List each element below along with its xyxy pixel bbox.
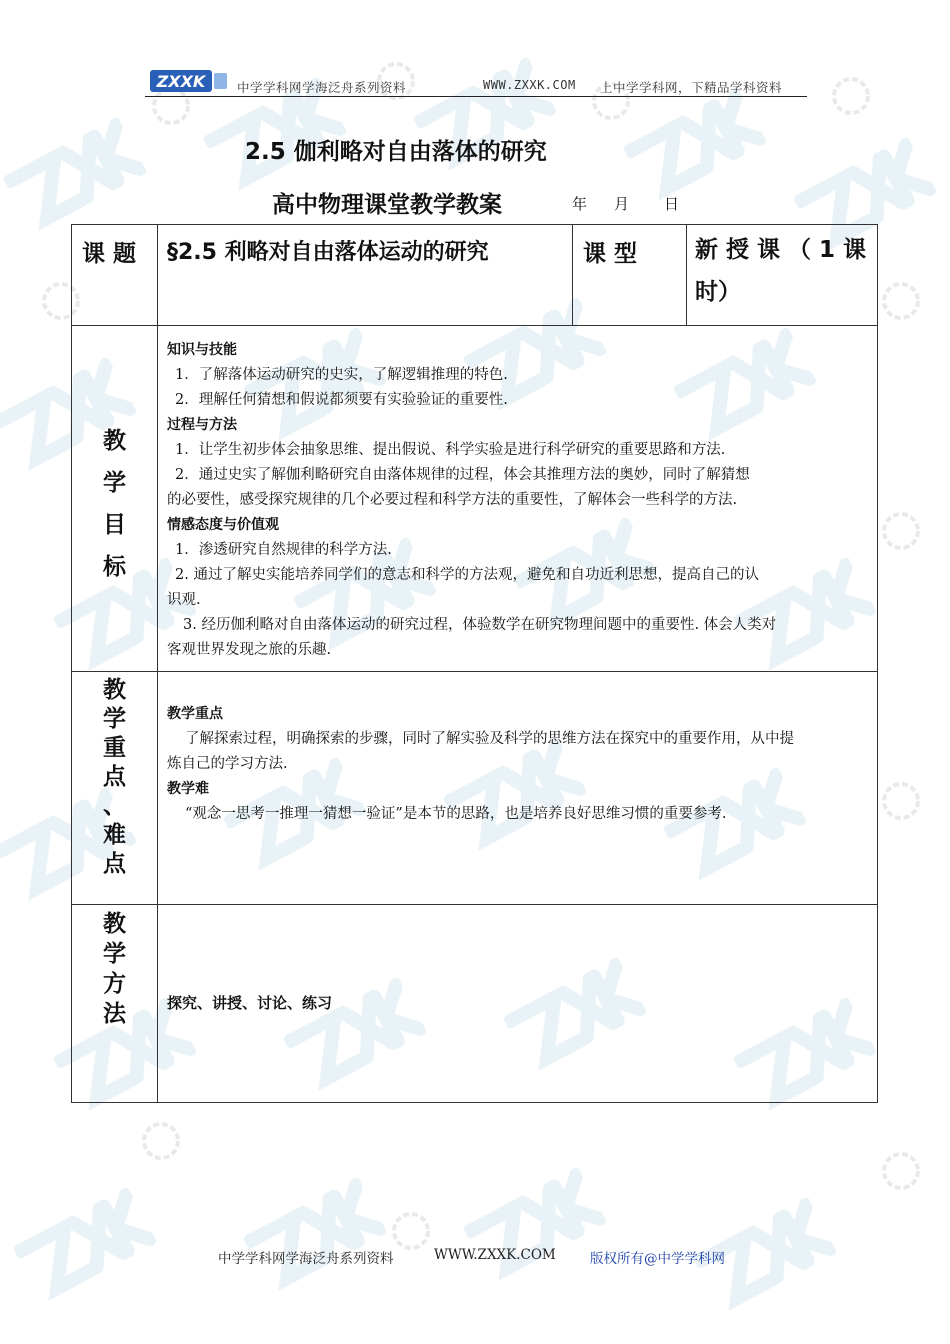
date-month: 月 (614, 195, 630, 213)
methods-label-cell (72, 905, 158, 1103)
page-header (145, 66, 805, 98)
watermark-logo-icon (2, 1166, 168, 1324)
objectives-heading-knowledge: 知识与技能 (167, 342, 237, 358)
objectives-row (72, 326, 878, 672)
header-right-text: 上中学学科网，下精品学科资料 (600, 80, 783, 95)
watermark-badge-icon (880, 510, 922, 552)
keypoints-row (72, 672, 878, 905)
watermark-logo-icon (452, 1146, 618, 1304)
watermark-logo-icon (232, 1156, 398, 1314)
lesson-plan-table (71, 224, 878, 1103)
methods-row (72, 905, 878, 1103)
objectives-item: 3. 经历伽利略对自由落体运动的研究过程，体验数学在研究物理间题中的重要性. 体会人类对 (183, 617, 777, 633)
type-label: 课 型 (583, 241, 638, 267)
type-text-line2: 时） (695, 279, 741, 305)
topic-text: §2.5 利略对自由落体运动的研究 (167, 240, 489, 265)
watermark-badge-icon (390, 1210, 432, 1252)
objectives-label-cell (72, 326, 158, 672)
keypoints-label-cell (72, 672, 158, 905)
objectives-item: 2. 通过了解史实能培养同学们的意志和科学的方法观，避免和自功近利思想，提高自己的认 (175, 567, 759, 583)
page-subtitle: 高中物理课堂教学教案 (272, 192, 502, 218)
footer-copyright-link[interactable]: 版权所有@中学学科网 (590, 1251, 725, 1267)
objectives-item: 1．渗透研究自然规律的科学方法. (175, 542, 392, 558)
watermark-badge-icon (830, 75, 872, 117)
type-label-cell (573, 225, 687, 326)
svg-text:ZXXK: ZXXK (156, 72, 206, 91)
methods-text: 探究、讲授、讨论、练习 (167, 994, 333, 1012)
topic-cell (158, 225, 573, 326)
keypoints-label-char: 学 (103, 706, 126, 732)
keypoints-text: 了解探索过程，明确探索的步骤，同时了解实验及科学的思维方法在探究中的重要作用，从中提 (185, 731, 794, 747)
objectives-label-char: 学 (103, 470, 126, 496)
objectives-item: 1．了解落体运动研究的史实，了解逻辑推理的特色. (175, 367, 508, 383)
header-center-text: WWW.ZXXK.COM (483, 78, 576, 92)
date-day: 日 (664, 195, 680, 213)
type-cell (687, 225, 878, 326)
keypoints-heading-difficulty: 教学难 (167, 781, 209, 797)
methods-label-char: 法 (103, 1001, 126, 1027)
objectives-label-char: 目 (103, 512, 126, 538)
objectives-heading-process: 过程与方法 (167, 417, 237, 433)
keypoints-label-char: 、 (103, 793, 126, 819)
objectives-item-cont: 客观世界发现之旅的乐趣. (167, 642, 332, 658)
topic-row (72, 225, 878, 326)
objectives-item: 2．理解任何猜想和假说都须要有实验验证的重要性. (175, 392, 508, 408)
keypoints-difficulty-text: “观念一思考一推理一猜想一验证”是本节的思路，也是培养良好思维习惯的重要参考. (185, 806, 727, 822)
header-rule (145, 96, 807, 97)
objectives-item: 1．让学生初步体会抽象思维、提出假说、科学实验是进行科学研究的重要思路和方法. (175, 442, 726, 458)
topic-label-cell (72, 225, 158, 326)
type-text-line1: 新 授 课 （ 1 课 (695, 237, 867, 263)
page-title: 2.5 伽利略对自由落体的研究 (245, 139, 547, 165)
objectives-content-cell (158, 326, 878, 672)
zxxk-logo (150, 68, 228, 94)
methods-content-cell (158, 905, 878, 1103)
topic-label: 课 题 (82, 241, 137, 267)
footer-left-text: 中学学科网学海泛舟系列资料 (218, 1251, 394, 1267)
keypoints-label-char: 难 (103, 822, 126, 848)
keypoints-label-char: 教 (103, 677, 126, 703)
methods-label-char: 学 (103, 941, 126, 967)
objectives-item: 2．通过史实了解伽利略研究自由落体规律的过程，体会其推理方法的奥妙，同时了解猜想 (175, 467, 750, 483)
objectives-heading-attitude: 情感态度与价值观 (167, 517, 279, 533)
watermark-badge-icon (880, 780, 922, 822)
keypoints-text-cont: 炼自己的学习方法. (167, 756, 288, 772)
header-left-text: 中学学科网学海泛舟系列资料 (237, 80, 407, 95)
keypoints-label-char: 点 (103, 851, 126, 877)
watermark-badge-icon (140, 1120, 182, 1162)
footer-center-text: WWW.ZXXK.COM (434, 1247, 556, 1263)
methods-label-char: 教 (103, 911, 126, 937)
objectives-item-cont: 的必要性，感受探究规律的几个必要过程和科学方法的重要性，了解体会一些科学的方法. (167, 492, 738, 508)
objectives-item-cont: 识观. (167, 592, 201, 608)
watermark-badge-icon (880, 1150, 922, 1192)
keypoints-label-char: 点 (103, 764, 126, 790)
objectives-label-char: 教 (103, 428, 126, 454)
date-year: 年 (572, 195, 588, 213)
keypoints-heading-focus: 教学重点 (167, 706, 223, 722)
watermark-badge-icon (880, 280, 922, 322)
methods-label-char: 方 (103, 971, 126, 997)
keypoints-label-char: 重 (103, 735, 126, 761)
objectives-label-char: 标 (103, 554, 126, 580)
watermark-logo-icon (402, 36, 568, 194)
keypoints-content-cell (158, 672, 878, 905)
